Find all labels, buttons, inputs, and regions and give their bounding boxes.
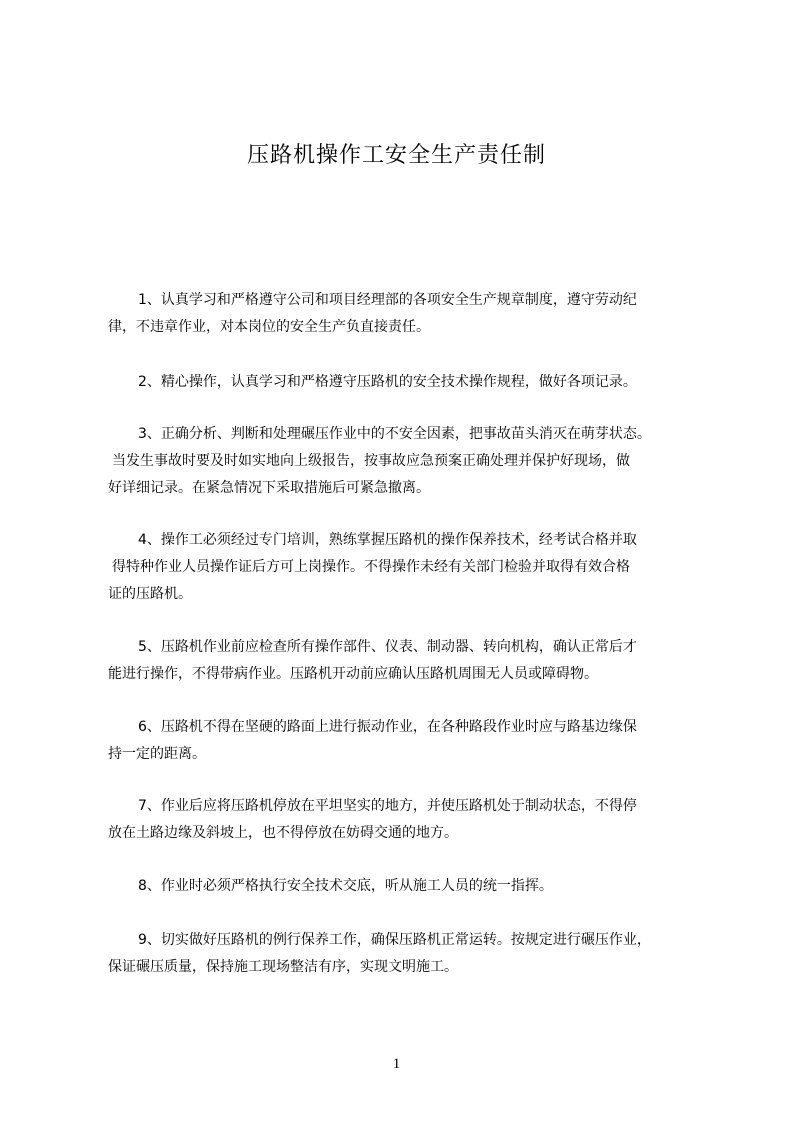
paragraph-line: 放在土路边缘及斜坡上，也不得停放在妨碍交通的地方。 — [108, 825, 458, 841]
paragraph-7 — [108, 793, 718, 847]
paragraph-8 — [108, 873, 718, 900]
paragraph-line: 得特种作业人员操作证后方可上岗操作。不得操作未经有关部门检验并取得有效合格 — [112, 559, 630, 575]
paragraph-line: 3、正确分析、判断和处理碾压作业中的不安全因素，把事故苗头消灭在萌芽状态。 — [138, 426, 651, 442]
paragraph-line: 9、切实做好压路机的例行保养工作，确保压路机正常运转。按规定进行碾压作业， — [138, 932, 651, 948]
paragraph-1 — [108, 287, 718, 341]
paragraph-line: 1、认真学习和严格遵守公司和项目经理部的各项安全生产规章制度，遵守劳动纪 — [138, 292, 637, 308]
paragraph-6 — [108, 714, 718, 768]
paragraph-line: 7、作业后应将压路机停放在平坦坚实的地方，并使压路机处于制动状态，不得停 — [138, 798, 637, 814]
paragraph-line: 律，不违章作业，对本岗位的安全生产负直接责任。 — [108, 319, 430, 335]
paragraph-9 — [108, 927, 718, 981]
paragraph-2 — [108, 369, 718, 396]
paragraph-line: 6、压路机不得在坚硬的路面上进行振动作业，在各种路段作业时应与路基边缘保 — [138, 719, 637, 735]
paragraph-line: 能进行操作，不得带病作业。压路机开动前应确认压路机周围无人员或障碍物。 — [108, 666, 598, 682]
paragraph-line: 证的压路机。 — [108, 586, 192, 602]
paragraph-line: 4、操作工必须经过专门培训，熟练掌握压路机的操作保养技术，经考试合格并取 — [138, 532, 637, 548]
paragraph-5 — [108, 634, 718, 688]
paragraph-line: 8、作业时必须严格执行安全技术交底，听从施工人员的统一指挥。 — [138, 878, 553, 894]
document-title: 压路机操作工安全生产责任制 — [246, 143, 546, 168]
paragraph-line: 保证碾压质量，保持施工现场整洁有序，实现文明施工。 — [108, 959, 458, 975]
paragraph-line: 当发生事故时要及时如实地向上级报告，按事故应急预案正确处理并保护好现场，做 — [112, 453, 630, 469]
paragraph-line: 2、精心操作，认真学习和严格遵守压路机的安全技术操作规程，做好各项记录。 — [138, 374, 637, 390]
page-number: 1 — [392, 1056, 401, 1072]
paragraph-line: 好详细记录。在紧急情况下采取措施后可紧急撤离。 — [108, 480, 430, 496]
paragraph-line: 持一定的距离。 — [108, 746, 206, 762]
paragraph-line: 5、压路机作业前应检查所有操作部件、仪表、制动器、转向机构，确认正常后才 — [138, 639, 637, 655]
paragraph-3 — [108, 421, 718, 502]
paragraph-4 — [108, 527, 718, 608]
